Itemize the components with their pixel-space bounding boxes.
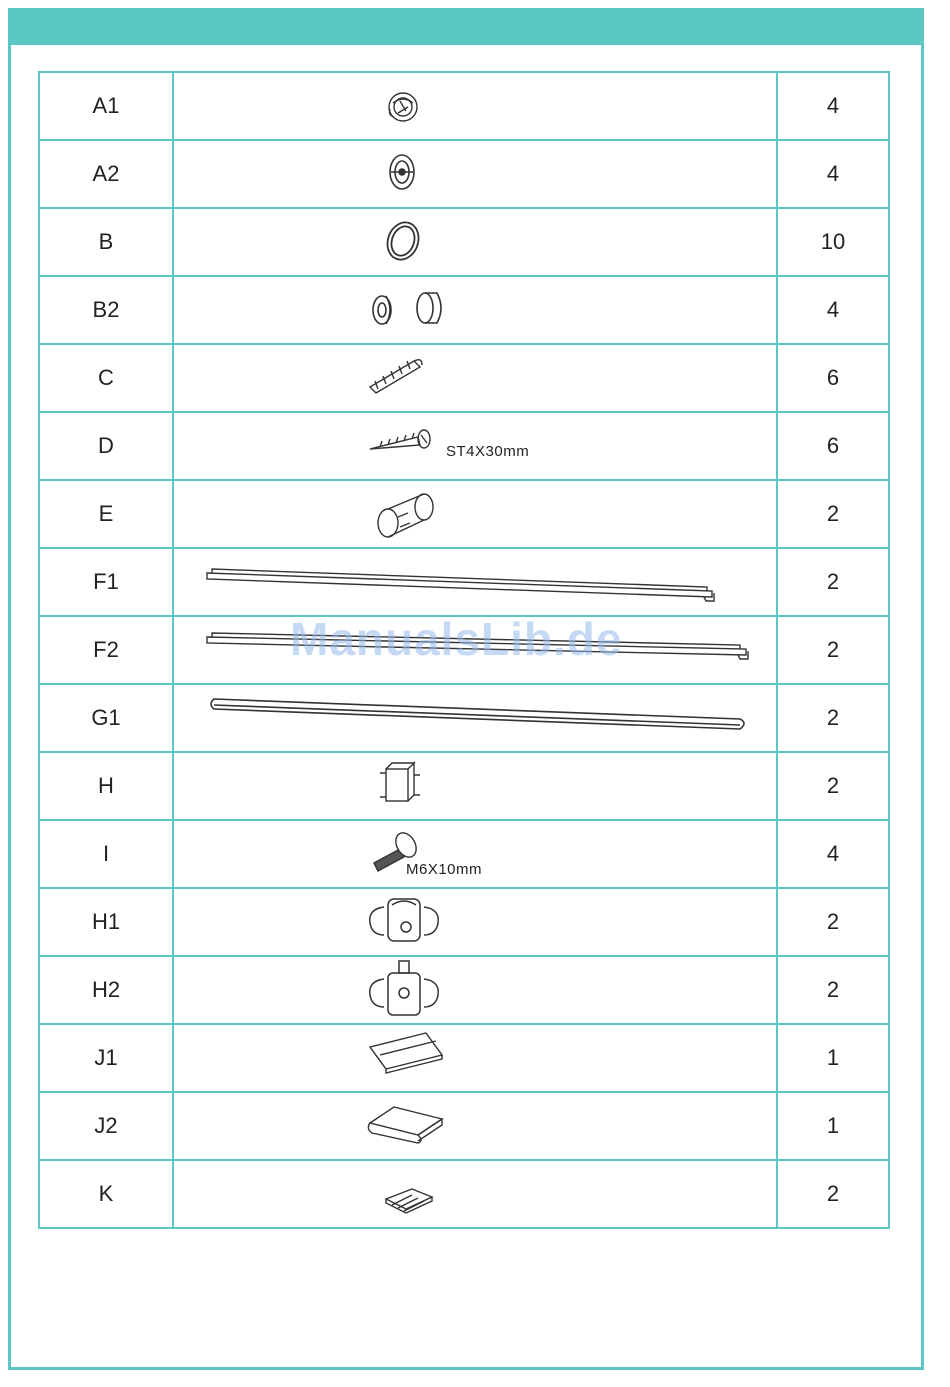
- header-bar: [11, 11, 921, 45]
- table-row: [39, 276, 889, 344]
- part-qty: 2: [777, 480, 889, 548]
- part-spec: M6X10mm: [406, 861, 483, 878]
- part-qty: 2: [777, 1160, 889, 1228]
- part-code: C: [39, 344, 173, 412]
- part-code: F2: [39, 616, 173, 684]
- part-qty: 6: [777, 344, 889, 412]
- table-row: [39, 616, 889, 684]
- connector-icon: [174, 481, 778, 547]
- part-image-cell: [173, 1024, 777, 1092]
- table-row: [39, 820, 889, 888]
- part-qty: 6: [777, 412, 889, 480]
- part-image-cell: [173, 888, 777, 956]
- part-qty: 2: [777, 684, 889, 752]
- table-row: [39, 888, 889, 956]
- corner-bracket-icon: [174, 753, 778, 819]
- part-qty: 2: [777, 616, 889, 684]
- part-code: H: [39, 752, 173, 820]
- table-row: [39, 412, 889, 480]
- part-image-cell: [173, 548, 777, 616]
- bar-profile-icon: [174, 685, 778, 751]
- part-qty: 1: [777, 1024, 889, 1092]
- part-image-cell: [173, 344, 777, 412]
- part-image-cell: [173, 820, 777, 888]
- cam-bolt-icon: [174, 141, 778, 207]
- table-row: [39, 752, 889, 820]
- part-qty: 2: [777, 888, 889, 956]
- table-row: [39, 208, 889, 276]
- cam-lock-icon: [174, 73, 778, 139]
- watermark: ManualsLib.de: [290, 613, 623, 665]
- part-image-cell: [173, 1092, 777, 1160]
- table-row: [39, 1160, 889, 1228]
- parts-table: [38, 71, 890, 1229]
- part-code: G1: [39, 684, 173, 752]
- part-code: J1: [39, 1024, 173, 1092]
- pad-icon: [174, 1161, 778, 1227]
- table-row: [39, 548, 889, 616]
- part-qty: 4: [777, 72, 889, 140]
- part-image-cell: [173, 412, 777, 480]
- table-row: [39, 480, 889, 548]
- part-qty: 4: [777, 276, 889, 344]
- table-row: [39, 1092, 889, 1160]
- table-row: [39, 684, 889, 752]
- part-code: J2: [39, 1092, 173, 1160]
- part-qty: 10: [777, 208, 889, 276]
- part-image-cell: [173, 276, 777, 344]
- part-code: A1: [39, 72, 173, 140]
- table-row: [39, 140, 889, 208]
- part-code: E: [39, 480, 173, 548]
- roller-bracket-icon: [174, 889, 778, 955]
- part-image-cell: [173, 208, 777, 276]
- part-image-cell: [173, 72, 777, 140]
- part-image-cell: [173, 480, 777, 548]
- part-qty: 2: [777, 548, 889, 616]
- part-code: B: [39, 208, 173, 276]
- part-image-cell: [173, 616, 777, 684]
- cap-disc-icon: [174, 209, 778, 275]
- part-image-cell: [173, 956, 777, 1024]
- part-code: A2: [39, 140, 173, 208]
- part-code: H2: [39, 956, 173, 1024]
- part-qty: 2: [777, 752, 889, 820]
- track-rail-long-icon: [174, 617, 778, 683]
- part-code: D: [39, 412, 173, 480]
- part-image-cell: [173, 752, 777, 820]
- part-qty: 1: [777, 1092, 889, 1160]
- part-qty: 4: [777, 140, 889, 208]
- part-qty: 4: [777, 820, 889, 888]
- part-code: F1: [39, 548, 173, 616]
- table-row: [39, 72, 889, 140]
- end-cap-plate-alt-icon: [174, 1093, 778, 1159]
- part-code: H1: [39, 888, 173, 956]
- wall-plug-icon: [174, 345, 778, 411]
- part-code: B2: [39, 276, 173, 344]
- part-image-cell: [173, 684, 777, 752]
- part-qty: 2: [777, 956, 889, 1024]
- end-cap-plate-icon: [174, 1025, 778, 1091]
- track-rail-icon: [174, 549, 778, 615]
- spacer-and-cap-icon: [174, 277, 778, 343]
- roller-bracket-pin-icon: [174, 957, 778, 1023]
- part-code: I: [39, 820, 173, 888]
- part-spec: ST4X30mm: [446, 443, 530, 460]
- table-row: [39, 1024, 889, 1092]
- table-row: [39, 956, 889, 1024]
- part-code: K: [39, 1160, 173, 1228]
- part-image-cell: [173, 1160, 777, 1228]
- part-image-cell: [173, 140, 777, 208]
- table-row: [39, 344, 889, 412]
